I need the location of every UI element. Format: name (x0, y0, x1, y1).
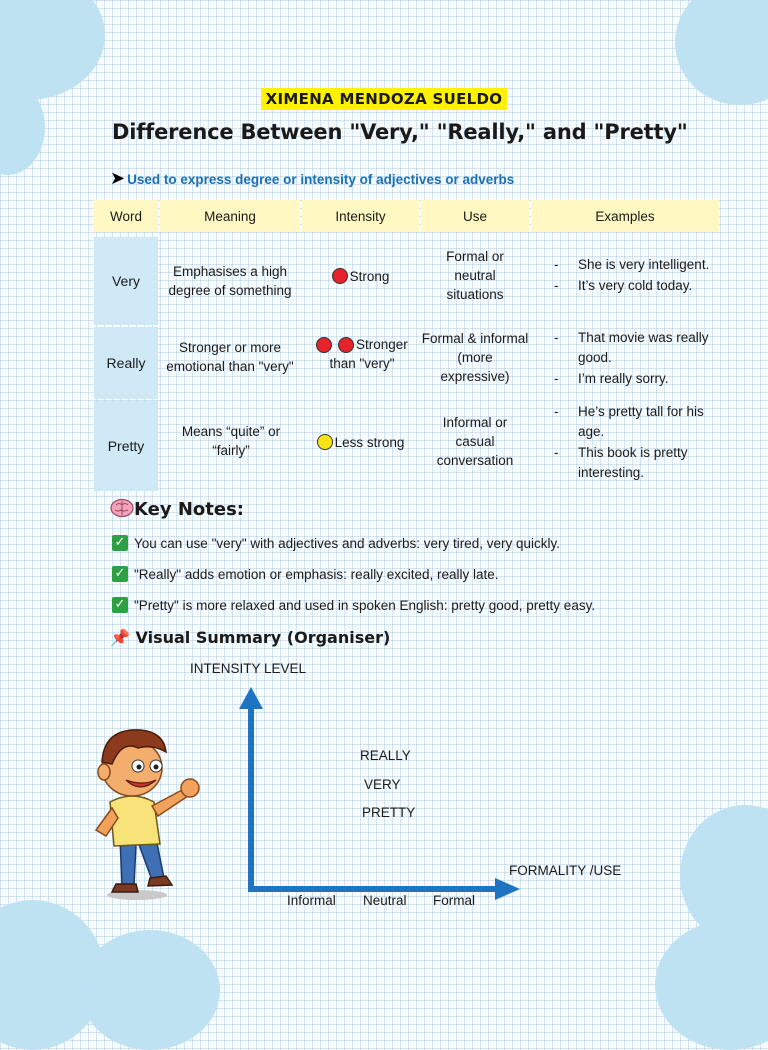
header-intensity: Intensity (302, 200, 419, 232)
row-really-use: Formal & informal (more expressive) (421, 330, 529, 384)
row-really-intensity (306, 335, 418, 379)
brain-icon (110, 498, 134, 518)
check-icon: ✓ (112, 535, 128, 551)
row-very-example-1: - She is very intelligent. (554, 257, 710, 272)
y-axis-arrowhead (239, 687, 263, 709)
y-axis-label: INTENSITY LEVEL (190, 661, 307, 676)
header-word: Word (94, 200, 158, 232)
key-notes-label: Key Notes: (134, 499, 244, 520)
header-examples: Examples (531, 200, 719, 232)
author-name: XIMENA MENDOZA SUELDO (261, 88, 507, 110)
note-2: ✓ "Really" adds emotion or emphasis: really excited, really late. (112, 566, 499, 582)
red-dot-icon (338, 337, 354, 353)
x-axis-label: FORMALITY /USE (509, 863, 622, 878)
row-really-meaning: Stronger or more emotional than "very" (166, 340, 294, 374)
cartoon-boy-illustration (82, 720, 212, 905)
row-pretty-example-2: - This book is pretty interesting. (554, 445, 688, 480)
row-really-example-2: - I’m really sorry. (554, 371, 669, 386)
row-pretty-intensity (302, 401, 419, 483)
x-tick-neutral: Neutral (363, 893, 407, 908)
intensity-label: Less strong (334, 434, 405, 450)
subtitle-text: Used to express degree or intensity of adjectives or adverbs (127, 172, 515, 187)
row-very-word: Very (94, 237, 158, 325)
cloud-top-right (675, 0, 768, 105)
check-icon: ✓ (112, 597, 128, 613)
summary-label: Visual Summary (Organiser) (135, 628, 391, 647)
intensity-label: Strong (349, 268, 390, 284)
cloud-bottom-left-2 (80, 930, 220, 1050)
note-1: ✓ You can use "very" with adjectives and adverbs: very tired, very quickly. (112, 535, 560, 551)
x-tick-formal: Formal (433, 893, 476, 908)
axes-arrows (235, 685, 535, 905)
row-very-meaning: Emphasises a high degree of something (168, 264, 292, 298)
x-tick-informal: Informal (287, 893, 336, 908)
red-dot-icon (316, 337, 332, 353)
check-icon: ✓ (112, 566, 128, 582)
row-very-example-2: - It’s very cold today. (554, 278, 693, 293)
level-really: REALLY (360, 748, 411, 763)
header-meaning: Meaning (160, 200, 300, 232)
row-pretty-word: Pretty (94, 401, 158, 491)
page-title: Difference Between "Very," "Really," and "Pretty" (112, 120, 688, 144)
summary-title (110, 628, 390, 647)
key-notes-title (110, 498, 244, 520)
level-pretty: PRETTY (362, 805, 416, 820)
note-3: ✓ "Pretty" is more relaxed and used in spoken English: pretty good, pretty easy. (112, 597, 595, 613)
row-very-use: Formal or neutral situations (446, 248, 504, 302)
row-pretty-meaning: Means “quite” or “fairly” (181, 424, 281, 458)
row-very-intensity (302, 237, 419, 315)
row-pretty-example-1: - He’s pretty tall for his age. (554, 404, 704, 439)
header-use: Use (421, 200, 529, 232)
cloud-bottom-right-2 (655, 920, 768, 1050)
red-dot-icon (332, 268, 348, 284)
intensity-label: Stronger than "very" (329, 337, 408, 371)
subtitle (110, 168, 514, 189)
pushpin-icon: 📌 (110, 628, 130, 647)
x-axis-arrowhead (495, 878, 520, 900)
pointer-arrow-icon: ➤ (110, 168, 126, 188)
yellow-dot-icon (317, 434, 333, 450)
row-really-word: Really (94, 327, 158, 399)
level-very: VERY (364, 777, 401, 792)
row-pretty-use: Informal or casual conversation (436, 414, 514, 468)
row-really-example-1: - That movie was really good. (554, 330, 709, 365)
